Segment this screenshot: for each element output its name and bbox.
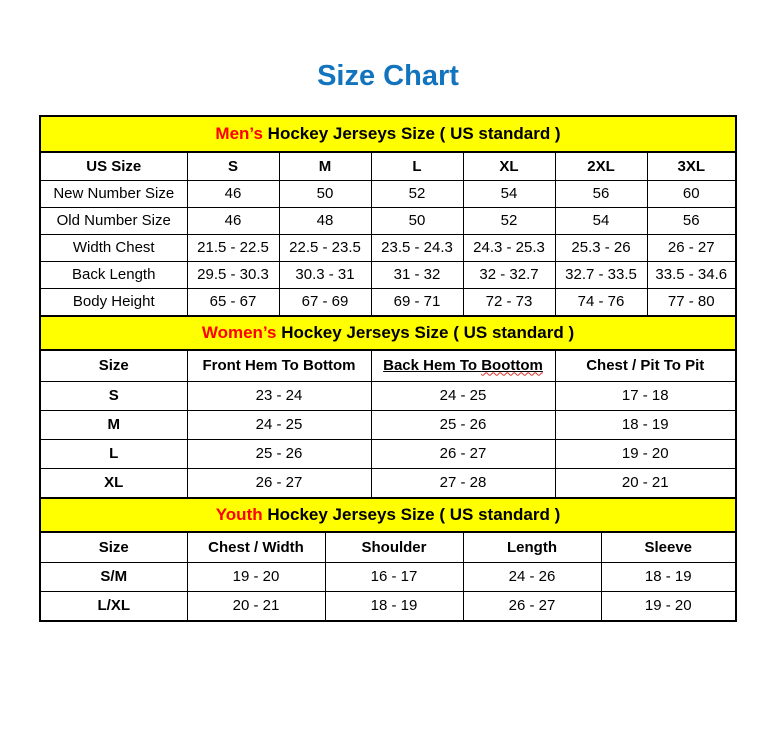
table-cell: 25 - 26 xyxy=(371,410,555,439)
row-label: Old Number Size xyxy=(41,207,187,234)
table-row xyxy=(41,180,735,207)
table-row xyxy=(41,381,735,410)
table-cell: 31 - 32 xyxy=(371,261,463,288)
row-label: Back Length xyxy=(41,261,187,288)
table-cell: 20 - 21 xyxy=(555,468,735,497)
table-row xyxy=(41,468,735,497)
women-header-row xyxy=(41,351,735,381)
row-label: Body Height xyxy=(41,288,187,315)
table-cell: 72 - 73 xyxy=(463,288,555,315)
table-cell: 65 - 67 xyxy=(187,288,279,315)
table-cell: 32 - 32.7 xyxy=(463,261,555,288)
row-label: Width Chest xyxy=(41,234,187,261)
column-header: Size xyxy=(41,351,187,381)
youth-header-row xyxy=(41,533,735,562)
column-header: S xyxy=(187,153,279,180)
men-size-table xyxy=(41,153,735,315)
table-cell: 56 xyxy=(555,180,647,207)
table-row xyxy=(41,261,735,288)
men-section-highlight: Men’s xyxy=(215,124,263,143)
column-header: XL xyxy=(463,153,555,180)
table-cell: 46 xyxy=(187,207,279,234)
table-cell: 22.5 - 23.5 xyxy=(279,234,371,261)
table-cell: 19 - 20 xyxy=(187,562,325,591)
column-header: L xyxy=(371,153,463,180)
table-cell: 50 xyxy=(279,180,371,207)
table-cell: 54 xyxy=(463,180,555,207)
table-cell: 24.3 - 25.3 xyxy=(463,234,555,261)
table-cell: 21.5 - 22.5 xyxy=(187,234,279,261)
table-cell: 23 - 24 xyxy=(187,381,371,410)
table-cell: 24 - 26 xyxy=(463,562,601,591)
table-cell: 26 - 27 xyxy=(371,439,555,468)
table-cell: 54 xyxy=(555,207,647,234)
column-header: Chest / Width xyxy=(187,533,325,562)
row-label: L xyxy=(41,439,187,468)
table-cell: 33.5 - 34.6 xyxy=(647,261,735,288)
column-header: US Size xyxy=(41,153,187,180)
table-row xyxy=(41,207,735,234)
row-label: New Number Size xyxy=(41,180,187,207)
table-cell: 25 - 26 xyxy=(187,439,371,468)
column-header: 3XL xyxy=(647,153,735,180)
table-cell: 52 xyxy=(371,180,463,207)
column-header: Size xyxy=(41,533,187,562)
size-chart-page xyxy=(0,60,776,622)
table-cell: 48 xyxy=(279,207,371,234)
column-header: 2XL xyxy=(555,153,647,180)
table-cell: 30.3 - 31 xyxy=(279,261,371,288)
table-cell: 27 - 28 xyxy=(371,468,555,497)
table-cell: 19 - 20 xyxy=(601,591,735,620)
women-size-table xyxy=(41,351,735,497)
table-cell: 56 xyxy=(647,207,735,234)
table-cell: 50 xyxy=(371,207,463,234)
table-cell: 29.5 - 30.3 xyxy=(187,261,279,288)
table-row xyxy=(41,288,735,315)
table-row xyxy=(41,591,735,620)
table-cell: 16 - 17 xyxy=(325,562,463,591)
table-cell: 74 - 76 xyxy=(555,288,647,315)
column-header: Length xyxy=(463,533,601,562)
size-chart-table xyxy=(39,115,737,622)
table-cell: 60 xyxy=(647,180,735,207)
men-section-header xyxy=(41,117,735,153)
table-cell: 19 - 20 xyxy=(555,439,735,468)
table-cell: 69 - 71 xyxy=(371,288,463,315)
table-cell: 24 - 25 xyxy=(371,381,555,410)
table-row xyxy=(41,562,735,591)
table-cell: 52 xyxy=(463,207,555,234)
table-cell: 23.5 - 24.3 xyxy=(371,234,463,261)
page-title: Size Chart xyxy=(317,60,459,92)
table-cell: 46 xyxy=(187,180,279,207)
table-cell: 26 - 27 xyxy=(463,591,601,620)
table-cell: 32.7 - 33.5 xyxy=(555,261,647,288)
table-cell: 25.3 - 26 xyxy=(555,234,647,261)
table-cell: 67 - 69 xyxy=(279,288,371,315)
table-cell: 26 - 27 xyxy=(647,234,735,261)
row-label: S/M xyxy=(41,562,187,591)
underlined-header xyxy=(383,357,543,374)
column-header: Shoulder xyxy=(325,533,463,562)
table-row xyxy=(41,439,735,468)
row-label: M xyxy=(41,410,187,439)
misspelled-word: Boottom xyxy=(481,357,543,375)
women-section-title-rest: Hockey Jerseys Size ( US standard ) xyxy=(276,323,575,342)
table-cell: 17 - 18 xyxy=(555,381,735,410)
youth-size-table xyxy=(41,533,735,620)
table-cell: 18 - 19 xyxy=(555,410,735,439)
column-header: Chest / Pit To Pit xyxy=(555,351,735,381)
table-row xyxy=(41,234,735,261)
column-header-text: Back Hem To xyxy=(383,357,478,375)
column-header: Front Hem To Bottom xyxy=(187,351,371,381)
youth-section-header xyxy=(41,497,735,533)
women-section-highlight: Women’s xyxy=(201,323,277,342)
youth-section-highlight: Youth xyxy=(215,505,263,524)
men-section-title-rest: Hockey Jerseys Size ( US standard ) xyxy=(262,124,561,143)
table-cell: 18 - 19 xyxy=(601,562,735,591)
youth-section-title-rest: Hockey Jerseys Size ( US standard ) xyxy=(262,505,561,524)
column-header xyxy=(371,351,555,381)
table-cell: 26 - 27 xyxy=(187,468,371,497)
table-row xyxy=(41,410,735,439)
column-header: Sleeve xyxy=(601,533,735,562)
table-cell: 24 - 25 xyxy=(187,410,371,439)
men-header-row xyxy=(41,153,735,180)
row-label: S xyxy=(41,381,187,410)
table-cell: 18 - 19 xyxy=(325,591,463,620)
row-label: XL xyxy=(41,468,187,497)
column-header: M xyxy=(279,153,371,180)
row-label: L/XL xyxy=(41,591,187,620)
table-cell: 20 - 21 xyxy=(187,591,325,620)
women-section-header xyxy=(41,315,735,351)
table-cell: 77 - 80 xyxy=(647,288,735,315)
